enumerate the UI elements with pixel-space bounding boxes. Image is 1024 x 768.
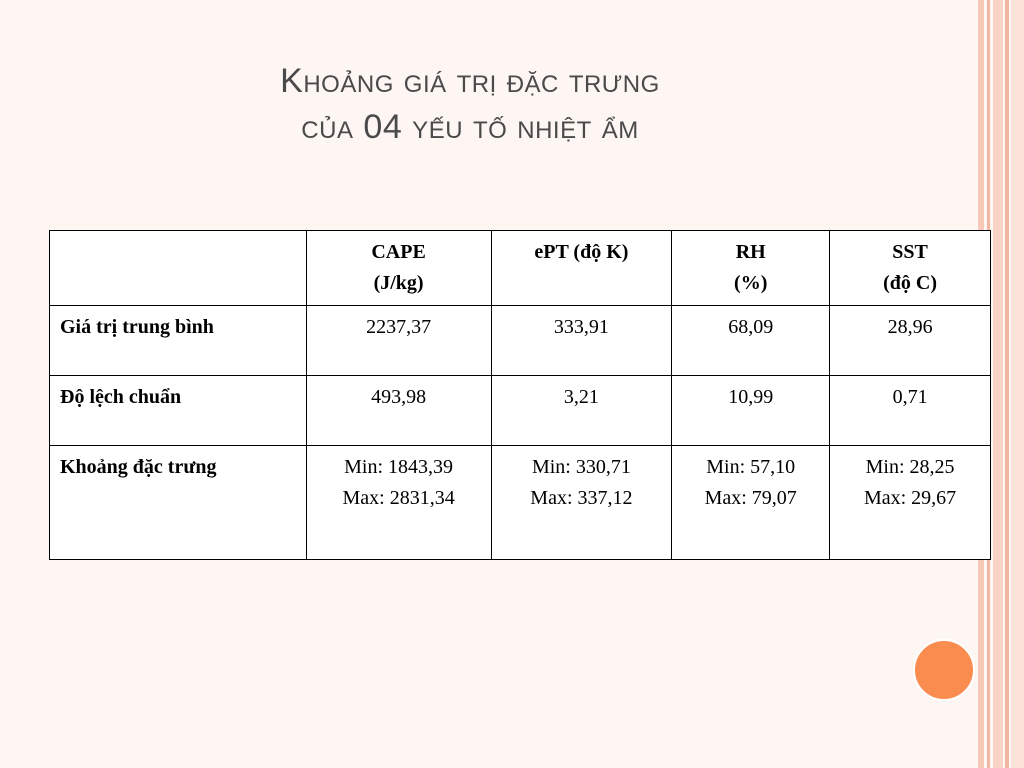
table-cell [306,376,491,446]
header-line: (độ C) [883,272,937,294]
cell-line: Max: 29,67 [863,487,957,509]
header-cell-cape [306,231,491,306]
table-cell [672,306,830,376]
cell-line: 10,99 [728,386,774,408]
header-line: SST [892,241,928,263]
title-line-2: của 04 yếu tố nhiệt ẩm [301,108,639,146]
header-cell-rh [672,231,830,306]
cell-line: Max: 2831,34 [342,487,455,509]
table-cell [491,306,672,376]
header-line: (%) [734,272,768,294]
row-label: Khoảng đặc trưng [50,446,307,560]
table-cell [830,446,991,560]
cell-line: Max: 337,12 [530,487,633,509]
slide-title [60,58,880,150]
row-label: Độ lệch chuẩn [50,376,307,446]
table-cell [306,446,491,560]
table-row [50,306,991,376]
cell-line: 493,98 [371,386,427,408]
header-cell-empty [50,231,307,306]
cell-line: 0,71 [892,386,928,408]
data-table [49,230,991,560]
cell-line: 28,96 [887,316,933,338]
cell-line: Min: 330,71 [531,456,631,478]
header-line: (J/kg) [373,272,424,294]
stripe [1011,0,1024,768]
table-cell [491,446,672,560]
cell-line: 68,09 [728,316,774,338]
header-cell-ept [491,231,672,306]
cell-line: Max: 79,07 [704,487,797,509]
stripe [993,0,1003,768]
header-line: CAPE [371,241,426,263]
header-line: RH [735,241,766,263]
table-cell [830,306,991,376]
header-cell-sst [830,231,991,306]
table-header-row [50,231,991,306]
table-row [50,376,991,446]
cell-line: Min: 57,10 [706,456,796,478]
table-cell [491,376,672,446]
cell-line: 2237,37 [366,316,432,338]
table-row [50,446,991,560]
title-line-1: Khoảng giá trị đặc trưng [280,62,660,100]
table-cell [306,306,491,376]
table-cell [830,376,991,446]
cell-line: Min: 28,25 [865,456,955,478]
table-cell [672,376,830,446]
cell-line: Min: 1843,39 [344,456,454,478]
table-cell [672,446,830,560]
decorative-circle [913,639,975,701]
stripe [1005,0,1009,768]
row-label: Giá trị trung bình [50,306,307,376]
header-line: ePT (độ K) [534,241,629,263]
cell-line: 3,21 [563,386,599,408]
cell-line: 333,91 [553,316,609,338]
